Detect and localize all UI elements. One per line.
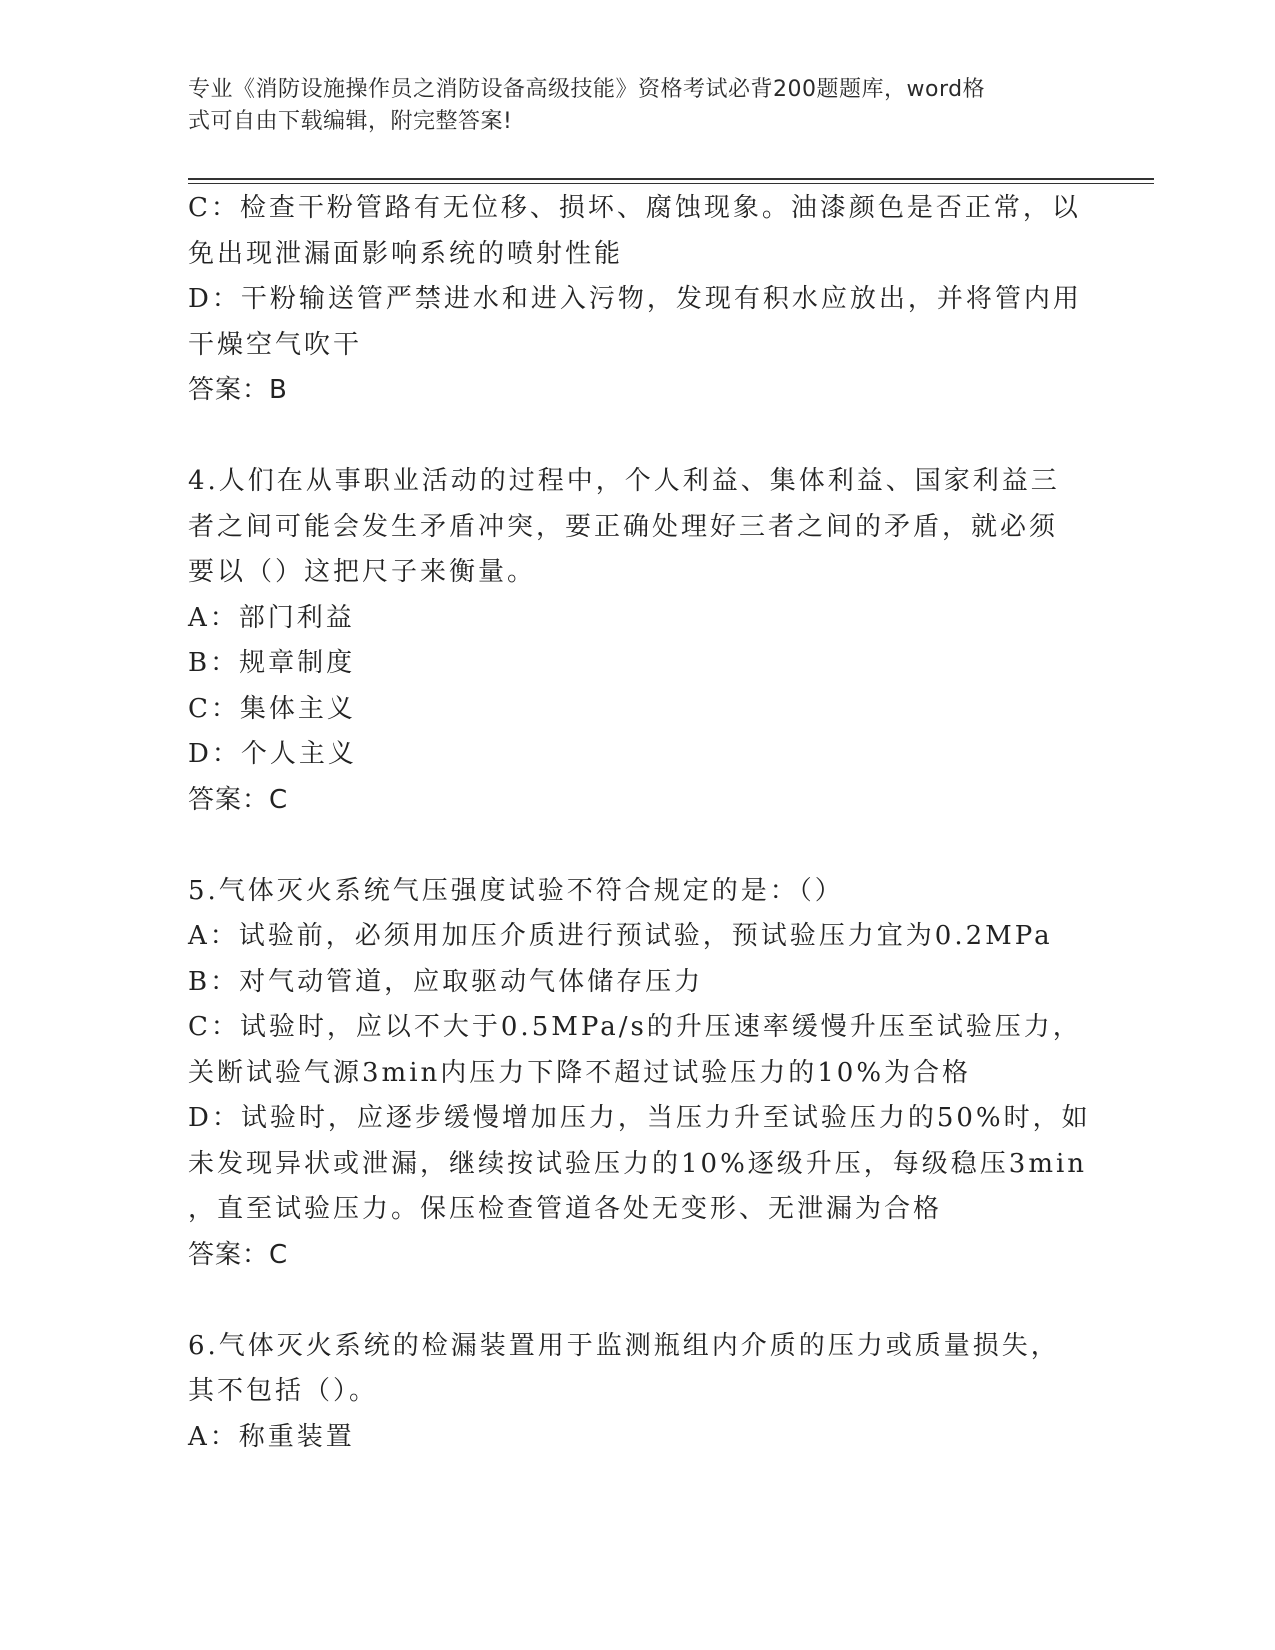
q5-option-b: B：对气动管道，应取驱动气体储存压力 [188, 966, 704, 997]
q4-stem-line-2: 者之间可能会发生矛盾冲突，要正确处理好三者之间的矛盾，就必须 [188, 511, 1059, 542]
q5-option-c-line-2: 关断试验气源3min内压力下降不超过试验压力的10%为合格 [188, 1057, 972, 1088]
q4-answer: 答案：C [188, 784, 289, 815]
header-line-1: 专业《消防设施操作员之消防设备高级技能》资格考试必背200题题库，word格 [188, 77, 986, 102]
q6-option-a: A：称重装置 [188, 1421, 355, 1452]
header-divider-thin [188, 183, 1154, 184]
q5-option-a: A：试验前，必须用加压介质进行预试验，预试验压力宜为0.2MPa [188, 921, 1053, 951]
q4-option-b: B：规章制度 [188, 648, 356, 678]
spacer [188, 1278, 1088, 1324]
q3-option-d-line-1: D：干粉输送管严禁进水和进入污物，发现有积水应放出，并将管内用 [188, 284, 1082, 314]
q6-stem-line-1: 6.气体灭火系统的检漏装置用于监测瓶组内介质的压力或质量损失， [188, 1330, 1060, 1361]
q6-stem-line-2: 其不包括（）。 [188, 1376, 379, 1406]
document-body [188, 186, 1091, 1460]
q4-stem-line-1: 4.人们在从事职业活动的过程中，个人利益、集体利益、国家利益三 [188, 466, 1060, 496]
header-line-2: 式可自由下载编辑，附完整答案! [188, 109, 513, 134]
q4-stem-line-3: 要以（）这把尺子来衡量。 [188, 557, 537, 587]
spacer [188, 414, 1088, 460]
document-header [188, 74, 1068, 138]
q5-answer: 答案：C [188, 1239, 289, 1270]
q4-option-a: A：部门利益 [188, 602, 355, 633]
header-divider-thick [188, 178, 1154, 180]
q4-option-c: C：集体主义 [188, 693, 356, 724]
q3-option-c-line-1: C：检查干粉管路有无位移、损坏、腐蚀现象。油漆颜色是否正常，以 [188, 193, 1081, 223]
q5-option-c-line-1: C：试验时，应以不大于0.5MPa/s的升压速率缓慢升压至试验压力， [188, 1012, 1082, 1042]
spacer [188, 823, 1088, 869]
question-4 [188, 459, 1088, 823]
question-3 [188, 186, 1088, 414]
q3-option-d-line-2: 干燥空气吹干 [188, 329, 363, 360]
q5-option-d-line-3: ，直至试验压力。保压检查管道各处无变形、无泄漏为合格 [188, 1194, 943, 1224]
q4-option-d: D：个人主义 [188, 739, 357, 769]
q3-option-c-line-2: 免出现泄漏面影响系统的喷射性能 [188, 238, 624, 269]
q5-option-d-line-2: 未发现异状或泄漏，继续按试验压力的10%逐级升压，每级稳压3min [188, 1148, 1088, 1179]
q3-answer: 答案：B [188, 375, 288, 405]
q5-stem: 5.气体灭火系统气压强度试验不符合规定的是：（） [188, 875, 844, 906]
question-5 [188, 869, 1091, 1279]
q5-option-d-line-1: D：试验时，应逐步缓慢增加压力，当压力升至试验压力的50%时，如 [188, 1103, 1091, 1133]
question-6 [188, 1324, 1088, 1461]
